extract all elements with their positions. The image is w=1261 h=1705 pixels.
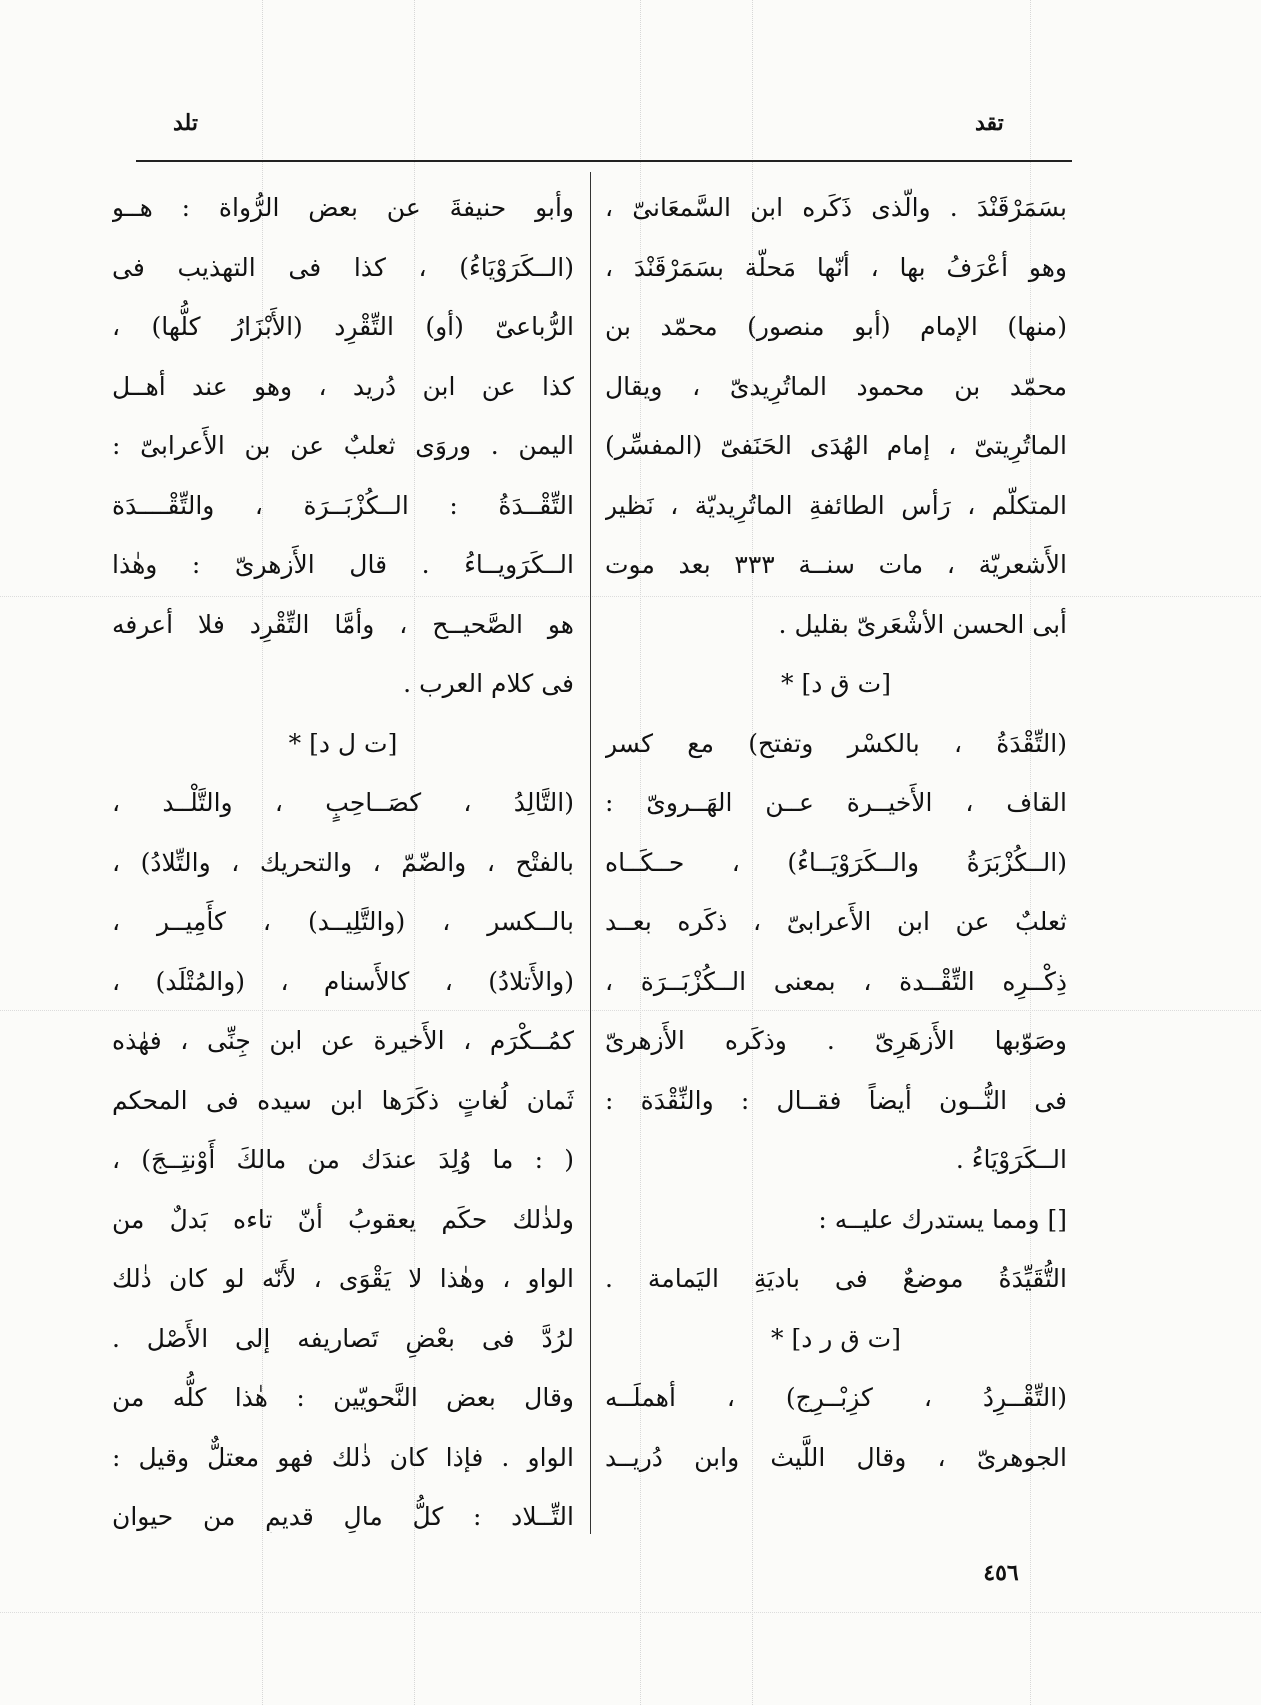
text-line: وأبو حنيفةَ عن بعض الرُّواة : هــو <box>112 193 574 222</box>
right-column <box>605 178 1067 1533</box>
text-line: (التِّقْدَةُ ، بالكسْر وتفتح) مع كسر <box>605 728 1067 758</box>
text-line: هو الصَّحيــح ، وأمَّا التِّقْرِد فلا أعرفه <box>112 609 574 639</box>
text-line: بالفتْح ، والضّمّ ، والتحريك ، والتِّلادُ) ، <box>112 847 574 877</box>
entry-heading: [ت ق د] * <box>781 669 891 698</box>
text-line: (منها) الإمام (أبو منصور) محمّد بن <box>605 312 1067 341</box>
text-line: كمُــكْرَم ، الأَخيرة عن ابن جِنِّى ، فهٰذه <box>112 1026 574 1055</box>
text-line: ثَمان لُغاتٍ ذكَرَها ابن سيده فى المحكم <box>112 1085 574 1115</box>
text-line: كذا عن ابن دُريد ، وهو عند أهــل <box>112 371 574 401</box>
text-line: الواو . فإذا كان ذٰلك فهو معتلٌّ وقيل : <box>112 1442 574 1472</box>
text-line: التِّــلاد : كلُّ مالٍ قديمٍ من حيوان <box>112 1502 574 1531</box>
text-line: الــكَرَويــاءُ . قال الأَزهرىّ : وهٰذا <box>112 550 574 579</box>
text-line: بالــكسر ، (والتَّلِيــد) ، كأَمِيــر ، <box>112 907 574 936</box>
text-line: فى النُّــون أيضاً فقــال : والنِّقْدَة : <box>605 1085 1067 1115</box>
text-line: لرُدَّ فى بعْضِ تَصاريفه إلى الأَصْل . <box>112 1323 574 1353</box>
header-right-word: تقد <box>975 110 1004 136</box>
text-line: الرُّباعىّ (أو) التِّقْرِد (الأَبْزَارُ كلُّها) ، <box>112 312 574 341</box>
text-line: ولذٰلك حكَم يعقوبُ أنّ تاءه بَدلٌ من <box>112 1204 574 1234</box>
column-divider <box>590 172 591 1534</box>
text-line: (الــكَرَوْيَاءُ) ، كذا فى التهذيب فى <box>112 252 574 282</box>
text-line: بسَمَرْقَنْدَ . والّذى ذَكَره ابن السَّمعَانىّ ، <box>605 193 1067 222</box>
entry-heading: [ت ل د] * <box>288 728 398 758</box>
text-line: ( : ما وُلِدَ عندَك من مالكَ أَوْنتِــجَ) ، <box>112 1145 574 1174</box>
text-line: فى كلام العرب . <box>403 669 574 698</box>
header-left-word: تلد <box>173 110 198 136</box>
text-line: المتكلّم ، رَأس الطائفةِ الماتُرِيديّة ، نَظير <box>605 490 1067 520</box>
text-line: الأَشعريّة ، مات سنــة ٣٣٣ بعد موت <box>605 550 1067 579</box>
text-line: ثعلبٌ عن ابن الأَعرابىّ ، ذكَره بعــد <box>605 907 1067 936</box>
text-line: الواو ، وهٰذا لا يَقْوَى ، لأَنّه لو كان ذٰلك <box>112 1264 574 1293</box>
text-line: [] ومما يستدرك عليــه : <box>818 1204 1067 1234</box>
scan-grid-line <box>0 1612 1261 1613</box>
text-line: ذِكْــرِه التِّقْــدة ، بمعنى الــكُزْبَــرَة ، <box>605 966 1067 996</box>
text-line: وصَوّبها الأَزهَرِىّ . وذكَره الأَزهرىّ <box>605 1026 1067 1055</box>
header-rule <box>136 160 1072 162</box>
text-line: التِّقْــدَةُ : الــكُزْبَــرَة ، والتِّقْــــدَة <box>112 490 574 520</box>
text-line: (والأَتلادُ) ، كالأَسنام ، (والمُتْلَد) ، <box>112 966 574 996</box>
text-line: الــكَرَوْيَاءُ . <box>955 1145 1067 1174</box>
text-line: اليمن . وروَى ثعلبٌ عن بن الأَعرابىّ : <box>112 431 574 460</box>
text-line: أبى الحسن الأشْعَرىّ بقليل . <box>778 609 1067 639</box>
page-number: ٤٥٦ <box>983 1560 1019 1586</box>
text-line: وهو أعْرَفُ بها ، أنّها مَحلّة بسَمَرْقَنْدَ ، <box>605 252 1067 282</box>
text-line: القاف ، الأَخيــرة عــن الهَــروىّ : <box>605 788 1067 817</box>
left-column <box>112 178 574 1533</box>
text-line: (الــكُزْبَرَةُ والــكَرَوْيَــاءُ) ، حــكَــاه <box>605 847 1067 877</box>
text-line: (التَّالِدُ ، كصَــاحِبٍ ، والتَّلْــد ، <box>112 788 574 817</box>
text-line: وقال بعض النَّحويّين : هٰذا كلُّه من <box>112 1383 574 1412</box>
text-line: الجوهرىّ ، وقال اللَّيث وابن دُريــد <box>605 1442 1067 1472</box>
text-line: التُّقَيِّدَةُ موضعٌ فى باديَةِ اليَمامة . <box>605 1264 1067 1293</box>
text-line: (التِّقْــرِدُ ، كزِبْــرِج) ، أهملَــه <box>605 1383 1067 1412</box>
entry-heading: [ت ق ر د] * <box>771 1323 901 1353</box>
text-line: محمّد بن محمود الماتُرِيدىّ ، ويقال <box>605 371 1067 401</box>
text-line: الماتُرِيتىّ ، إمام الهُدَى الحَنَفىّ (المفسِّر) <box>605 431 1067 460</box>
